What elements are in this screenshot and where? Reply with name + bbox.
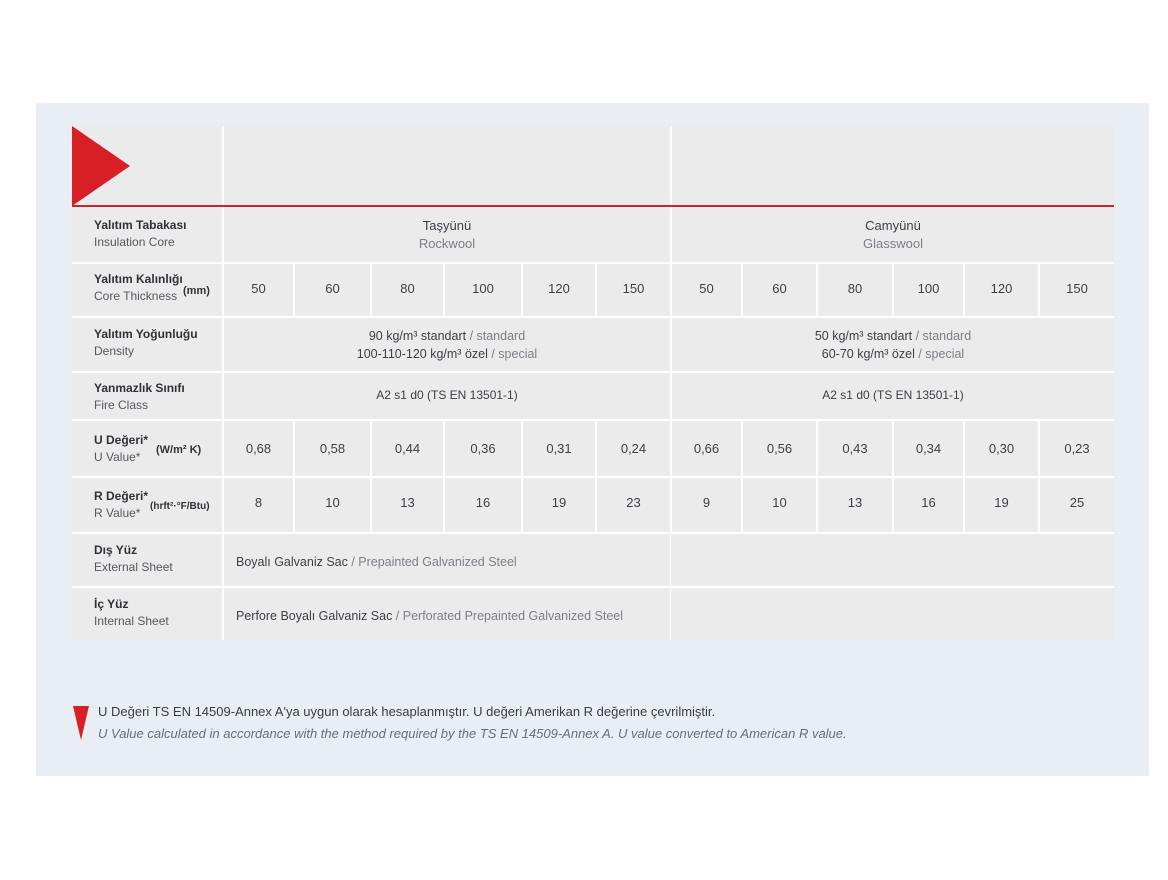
label-tr: U Değeri*: [94, 433, 149, 447]
cell-divider: [293, 419, 295, 532]
label-tr: Yanmazlık Sınıfı: [94, 381, 185, 395]
cell-divider: [595, 419, 597, 532]
label-en: Insulation Core: [94, 235, 175, 249]
thickness-cell: 100: [917, 281, 940, 296]
cell-divider: [521, 419, 523, 532]
r-value-cell: 13: [847, 495, 863, 510]
row-label-r-value: [94, 488, 210, 522]
row-label-density: [94, 326, 198, 360]
footnote-flag-icon: [73, 706, 89, 740]
label-tr: Yalıtım Yoğunluğu: [94, 327, 198, 341]
u-value-cell: 0,31: [546, 441, 572, 456]
thickness-cell: 80: [400, 281, 415, 296]
row-divider: [72, 316, 1114, 318]
label-column-divider: [222, 126, 224, 640]
row-divider: [72, 586, 1114, 588]
thickness-cell: 100: [472, 281, 494, 296]
row-label-external: [94, 542, 173, 576]
glasswool-fire-class: A2 s1 d0 (TS EN 13501-1): [822, 388, 964, 402]
internal-sheet-value: [236, 607, 623, 625]
r-value-cell: 10: [325, 495, 340, 510]
glasswool-density: [672, 327, 1114, 363]
u-value-cell: 0,36: [470, 441, 496, 456]
density-standard: 50 kg/m³ standart: [814, 329, 913, 343]
row-divider: [72, 371, 1114, 373]
thickness-cell: 60: [772, 281, 787, 296]
r-value-cell: 13: [400, 495, 415, 510]
u-value-cell: 0,58: [319, 441, 346, 456]
density-standard: 90 kg/m³ standart: [368, 329, 467, 343]
density-special: 60-70 kg/m³ özel: [821, 347, 915, 361]
glasswool-subtitle: Glasswool: [863, 236, 923, 251]
external-sheet-en: / Prepainted Galvanized Steel: [347, 555, 517, 569]
thickness-cell: 150: [1066, 281, 1088, 296]
thickness-cell: 50: [699, 281, 714, 296]
label-unit: (mm): [183, 285, 210, 297]
row-label-core: [94, 217, 187, 251]
density-special-en: / special: [914, 347, 965, 361]
internal-sheet-en: / Perforated Prepainted Galvanized Steel: [392, 609, 624, 623]
label-en: Fire Class: [94, 398, 149, 412]
cell-divider: [741, 419, 743, 532]
label-en: R Value*: [94, 506, 141, 520]
density-special: 100-110-120 kg/m³ özel: [356, 347, 488, 361]
u-value-cell: 0,68: [245, 441, 272, 456]
u-value-cell: 0,24: [620, 441, 647, 456]
density-standard-en: / standard: [912, 329, 972, 343]
r-value-cell: 19: [551, 495, 567, 510]
thickness-cell: 150: [622, 281, 645, 296]
rockwool-title: Taşyünü: [422, 218, 472, 233]
u-value-cell: 0,43: [842, 441, 868, 456]
cell-divider: [892, 419, 894, 532]
cell-divider: [816, 419, 818, 532]
label-unit: (W/m² K): [156, 444, 202, 456]
label-tr: Yalıtım Kalınlığı: [94, 272, 183, 286]
glasswool-title: Camyünü: [865, 218, 921, 233]
label-tr: Dış Yüz: [94, 543, 138, 557]
r-value-cell: 19: [994, 495, 1009, 510]
thickness-cell: 80: [847, 281, 863, 296]
glasswool-header: [672, 217, 1114, 253]
u-value-cell: 0,30: [988, 441, 1015, 456]
u-value-cell: 0,56: [766, 441, 793, 456]
density-special-en: / special: [487, 347, 538, 361]
internal-sheet-tr: Perfore Boyalı Galvaniz Sac: [236, 609, 393, 623]
header-accent-line: [72, 205, 1114, 207]
label-en: U Value*: [94, 450, 141, 464]
label-en: Density: [94, 344, 135, 358]
row-label-u-value: [94, 432, 202, 466]
u-value-cell: 0,66: [693, 441, 720, 456]
label-unit: (hrft²·°F/Btu): [150, 501, 210, 512]
cell-divider: [443, 419, 445, 532]
r-value-cell: 23: [626, 495, 641, 510]
label-tr: R Değeri*: [94, 489, 149, 503]
r-value-cell: 16: [475, 495, 491, 510]
rockwool-subtitle: Rockwool: [418, 236, 476, 251]
r-value-cell: 8: [254, 495, 263, 510]
thickness-cell: 60: [325, 281, 340, 296]
u-value-cell: 0,23: [1064, 441, 1090, 456]
r-value-cell: 10: [772, 495, 787, 510]
r-value-cell: 9: [702, 495, 711, 510]
label-tr: İç Yüz: [94, 597, 129, 611]
rockwool-header: [224, 217, 670, 253]
external-sheet-tr: Boyalı Galvaniz Sac: [236, 555, 348, 569]
row-divider: [72, 262, 1114, 264]
cell-divider: [1038, 419, 1040, 532]
cell-divider: [963, 419, 965, 532]
row-label-internal: [94, 596, 169, 630]
thickness-cell: 120: [990, 281, 1013, 296]
label-tr: Yalıtım Tabakası: [94, 218, 187, 232]
rockwool-density: [224, 327, 670, 363]
r-value-cell: 25: [1069, 495, 1085, 510]
label-en: External Sheet: [94, 560, 173, 574]
row-divider: [72, 476, 1114, 478]
density-standard-en: / standard: [466, 329, 526, 343]
footnote-tr: U Değeri TS EN 14509-Annex A'ya uygun olarak hesaplanmıştır. U değeri Amerikan R değerine çevrilmiştir.: [98, 704, 716, 719]
row-label-fire: [94, 380, 185, 414]
external-sheet-value: [236, 553, 517, 571]
u-value-cell: 0,44: [394, 441, 421, 456]
u-value-cell: 0,34: [915, 441, 942, 456]
row-label-thickness: [94, 271, 210, 305]
footnote-en: U Value calculated in accordance with the method required by the TS EN 14509-Annex A. U value converted to American R value.: [98, 726, 847, 741]
thickness-cell: 120: [548, 281, 570, 296]
label-en: Internal Sheet: [94, 614, 169, 628]
thickness-cell: 50: [251, 281, 266, 296]
red-corner-flag-icon: [72, 126, 130, 206]
r-value-cell: 16: [921, 495, 936, 510]
cell-divider: [370, 419, 372, 532]
rockwool-fire-class: A2 s1 d0 (TS EN 13501-1): [376, 388, 518, 402]
row-divider: [72, 419, 1114, 421]
label-en: Core Thickness: [94, 289, 178, 303]
